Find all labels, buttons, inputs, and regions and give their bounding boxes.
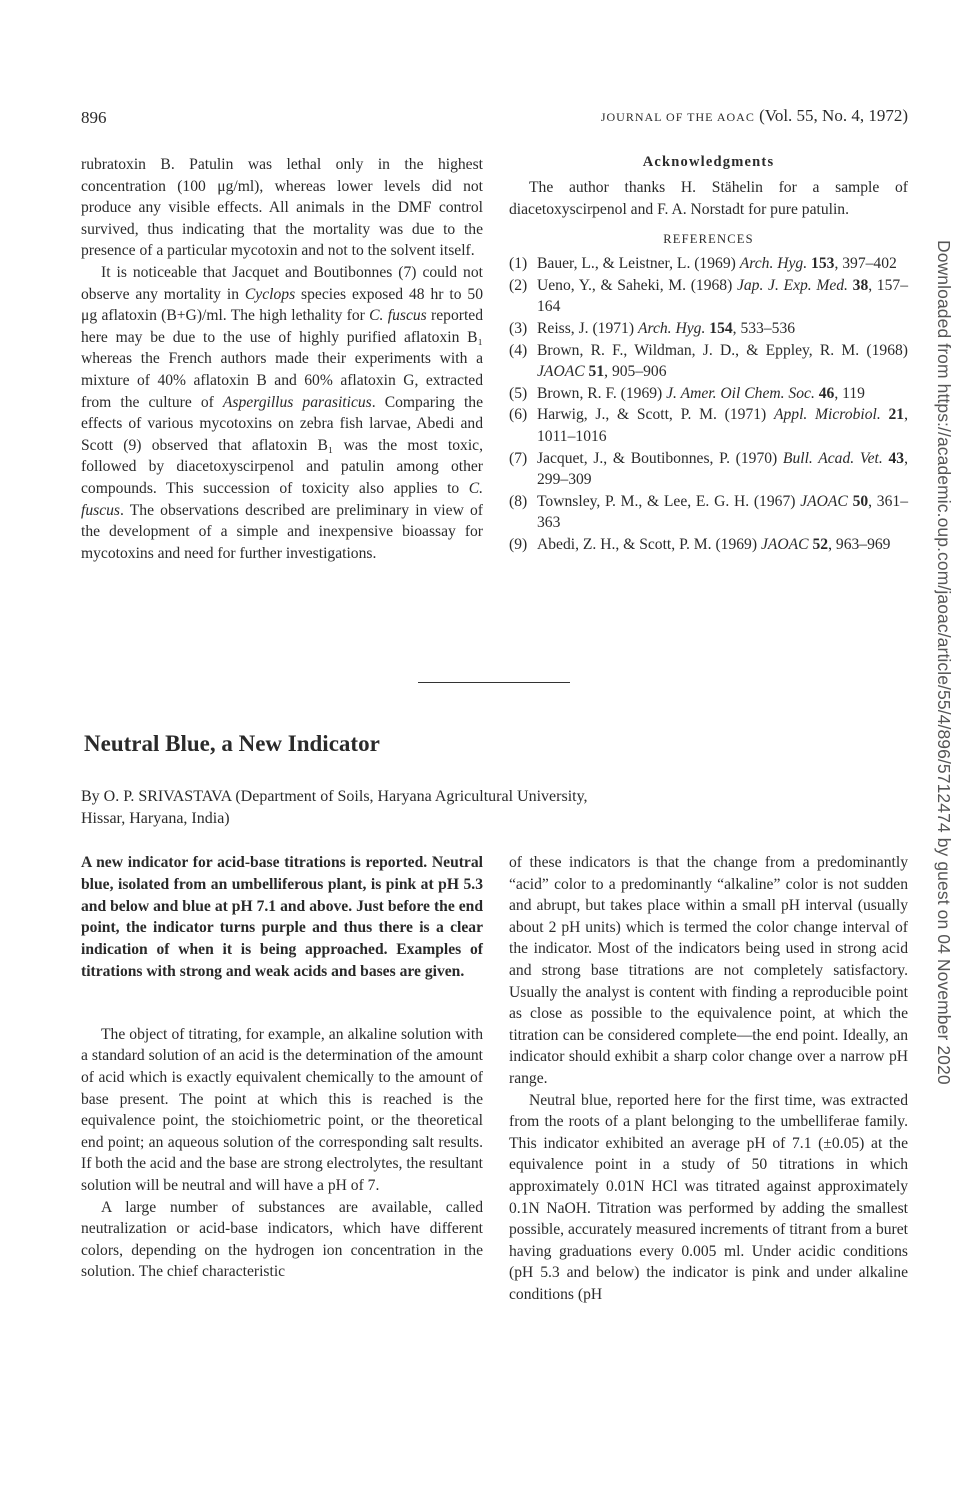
reference-volume: 51: [588, 363, 605, 381]
byline-line: Hissar, Haryana, India): [81, 810, 230, 827]
reference-item: [509, 275, 908, 318]
reference-item: [509, 491, 908, 534]
references-heading: REFERENCES: [663, 232, 754, 247]
abstract: A new indicator for acid-base titrations is reported. Neutral blue, isolated from an umbelliferous plant, is pink at pH 5.3 and below and blue at pH 7.1 and above. Just before the end point, the indicator turns purple and thus there is a clear indication of when it is being approached. Examples of titrations with strong and weak acids and bases are given.: [81, 854, 483, 980]
species-name: Cyclops: [244, 285, 296, 303]
reference-journal: JAOAC: [537, 363, 585, 381]
reference-journal: Bull. Acad. Vet.: [782, 449, 883, 467]
reference-journal: Arch. Hyg.: [637, 319, 706, 337]
reference-volume: 46: [818, 384, 835, 402]
reference-volume: 38: [852, 276, 869, 294]
text-run: reported here may be due to the use of highly purified aflatoxin B₁ whereas the French authors made their experiments with a mixture of 40% aflatoxin B and 60% aflatoxin G, extracted from the culture of: [81, 307, 483, 411]
reference-volume: 50: [852, 492, 869, 510]
species-name: C. fuscus: [81, 479, 483, 519]
reference-number: (5): [509, 384, 528, 402]
article-title: Neutral Blue, a New Indicator: [84, 731, 380, 756]
reference-item: [509, 340, 908, 383]
reference-journal: Arch. Hyg.: [739, 255, 808, 273]
paragraph: rubratoxin B. Patulin was lethal only in the highest concentration (100 μg/ml), whereas lower levels did not produce any visible effects. All animals in the DMF control survived, thus indicating that the mortality was due to the presence of a particular mycotoxin and not to the solvent itself.: [81, 156, 483, 260]
reference-pages: , 361–363: [537, 492, 908, 532]
paragraph: The object of titrating, for example, an alkaline solution with a standard solution of an acid is the determination of the amount of acid which is exactly equivalent chemically to the amount of base present. The point at which this is reached is the equivalence point, the stoichiometric point, or the theoretical end point; an aqueous solution of the corresponding salt results. If both the acid and the base are strong electrolytes, the resultant solution will be neutral and will have a pH of 7.: [81, 1025, 483, 1194]
reference-item: [509, 253, 908, 275]
species-name: Aspergillus parasiticus: [222, 393, 372, 411]
previous-article-left-column: [81, 154, 483, 564]
reference-pages: , 963–969: [828, 535, 891, 553]
reference-number: (8): [509, 492, 528, 510]
acknowledgments-heading: Acknowledgments: [642, 154, 775, 170]
text-run: . The observations described are preliminary in view of the development of a simple and inexpensive bioassay for mycotoxins and need for further investigations.: [81, 501, 483, 562]
reference-item: [509, 383, 908, 405]
reference-pages: , 533–536: [732, 319, 796, 337]
reference-number: (3): [509, 319, 528, 337]
reference-volume: 154: [709, 319, 733, 337]
text-run: . Comparing the effects of various mycotoxins on zebra fish larvae, Abedi and Scott (9) observed that aflatoxin B₁ was the most toxic, followed by diacetoxyscirpenol and patulin among other compounds. This succession of toxicity also applies to: [81, 393, 483, 497]
page-number: 896: [81, 108, 107, 127]
reference-authors: Harwig, J., & Scott, P. M. (1971): [537, 406, 774, 424]
reference-volume: 52: [812, 535, 829, 553]
reference-pages: , 299–309: [537, 449, 908, 489]
reference-volume: 43: [888, 449, 905, 467]
reference-authors: Brown, R. F., Wildman, J. D., & Eppley, R. M. (1968): [537, 341, 908, 359]
article-left-column: [81, 852, 483, 1283]
reference-number: (4): [509, 341, 528, 359]
reference-number: (2): [509, 276, 528, 294]
reference-authors: Jacquet, J., & Boutibonnes, P. (1970): [537, 449, 783, 467]
reference-authors: Brown, R. F. (1969): [537, 384, 667, 402]
reference-volume: 21: [888, 406, 905, 424]
paragraph: of these indicators is that the change from a predominantly “acid” color to a predominantly “alkaline” color is not sudden and abrupt, but takes place within a small pH interval (usually about 2 pH units) which is termed the color change interval of the indicator. Most of the indicators being used in strong acid and strong base titrations are not completely satisfactory. Usually the analyst is content with finding a reproducible point as close as possible to the equivalence point, at which the titration can be considered complete—the end point. Ideally, an indicator should exhibit a sharp color change over a narrow pH range.: [509, 854, 908, 1087]
reference-pages: , 397–402: [834, 255, 897, 273]
volume-info: (Vol. 55, No. 4, 1972): [759, 106, 908, 125]
text-run: It is noticeable that Jacquet and Boutibonnes (7) could not observe any mortality in: [81, 263, 483, 303]
paragraph: Neutral blue, reported here for the first time, was extracted from the roots of a plant belonging to the umbelliferae family. This indicator exhibited an average pH of 7.1 (±0.05) at the equivalence point in a study of 50 titrations in which approximately 0.01N HCl was titrated against approximately 0.1N NaOH. Titration was performed by adding the smallest possible, accurately measured increments of titrant from a buret having graduations every 0.005 ml. Under acidic conditions (pH 5.3 and below) the indicator is pink and under alkaline conditions (pH: [509, 1091, 908, 1303]
reference-journal: Appl. Microbiol.: [773, 406, 881, 424]
reference-authors: Townsley, P. M., & Lee, E. G. H. (1967): [537, 492, 801, 510]
reference-item: [509, 404, 908, 447]
reference-authors: Abedi, Z. H., & Scott, P. M. (1969): [537, 535, 761, 553]
reference-pages: , 1011–1016: [537, 406, 908, 445]
reference-number: (1): [509, 255, 528, 273]
reference-item: [509, 318, 908, 340]
reference-journal: Jap. J. Exp. Med.: [736, 276, 848, 294]
article-separator: [418, 682, 570, 683]
journal-name: JOURNAL OF THE AOAC: [600, 110, 755, 124]
reference-pages: , 157–164: [537, 276, 908, 316]
paragraph: A large number of substances are available, called neutralization or acid-base indicators, which have different colors, depending on the hydrogen ion concentration in the solution. The chief characteristic: [81, 1198, 483, 1281]
reference-authors: Bauer, L., & Leistner, L. (1969): [537, 255, 740, 273]
reference-pages: , 119: [834, 384, 865, 402]
running-header: [601, 106, 908, 126]
paragraph: [81, 262, 483, 564]
reference-list: [509, 253, 908, 555]
reference-item: [509, 448, 908, 491]
reference-number: (7): [509, 449, 528, 467]
reference-volume: 153: [811, 255, 835, 273]
reference-authors: Reiss, J. (1971): [537, 319, 638, 337]
reference-number: (9): [509, 535, 528, 553]
download-watermark: Downloaded from https://academic.oup.com/jaoac/article/55/4/896/5712474 by guest on 04 November 2020: [934, 240, 954, 1085]
species-name: C. fuscus: [369, 307, 427, 325]
reference-journal: JAOAC: [760, 535, 809, 553]
reference-authors: Ueno, Y., & Saheki, M. (1968): [537, 276, 737, 294]
byline: [81, 786, 801, 830]
acknowledgments-text: The author thanks H. Stähelin for a sample of diacetoxyscirpenol and F. A. Norstadt for pure patulin.: [509, 179, 908, 218]
text-run: species exposed 48 hr to 50 μg aflatoxin (B+G)/ml. The high lethality for: [81, 285, 483, 325]
byline-line: By O. P. SRIVASTAVA (Department of Soils, Haryana Agricultural University,: [81, 788, 588, 805]
reference-pages: , 905–906: [604, 363, 667, 381]
reference-journal: J. Amer. Oil Chem. Soc.: [666, 384, 815, 402]
reference-item: [509, 534, 908, 556]
article-right-column: [509, 852, 908, 1305]
reference-journal: JAOAC: [800, 492, 848, 510]
reference-number: (6): [509, 406, 528, 424]
previous-article-right-column: [509, 154, 908, 556]
